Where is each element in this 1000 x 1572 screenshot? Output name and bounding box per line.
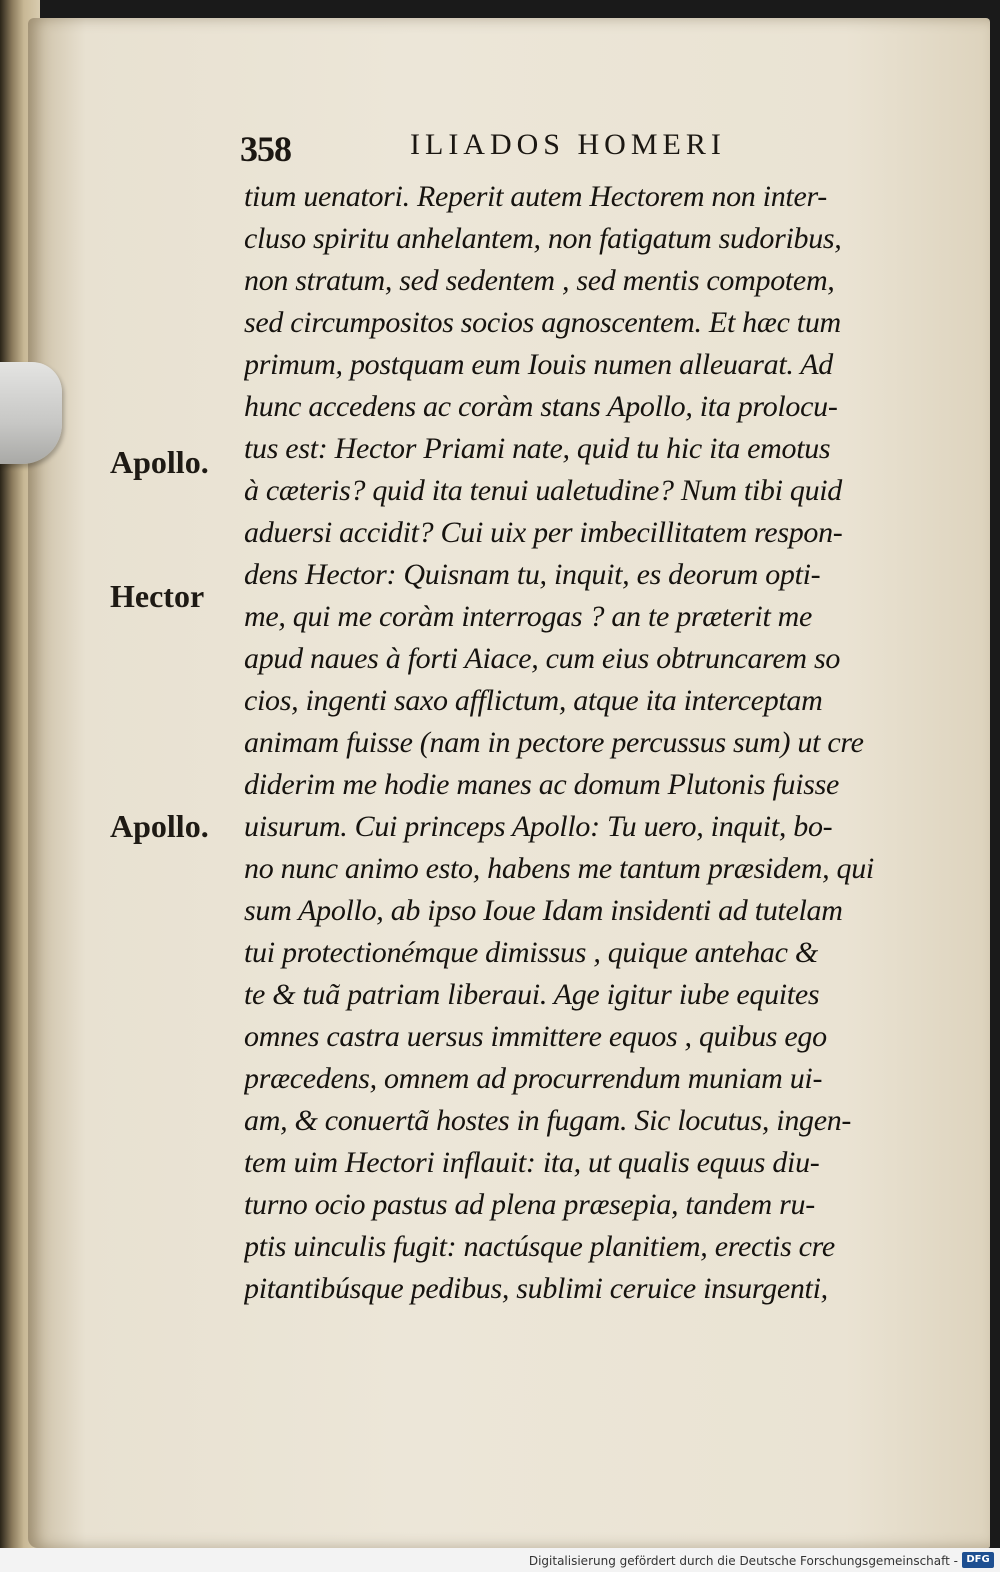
text-line: no nunc animo esto, habens me tantum præsidem, qui <box>244 852 874 885</box>
text-line: à cæteris? quid ita tenui ualetudine? Num tibi quid <box>244 474 843 507</box>
margin-note-hector: Hector <box>110 578 205 614</box>
footer-bar <box>0 1548 1000 1572</box>
text-line: animam fuisse (nam in pectore percussus sum) ut cre <box>244 726 864 759</box>
margin-note-apollo-1: Apollo. <box>110 444 209 480</box>
running-title: ILIADOS HOMERI <box>410 128 726 161</box>
text-line: te & tuã patriam liberaui. Age igitur iube equites <box>244 978 820 1011</box>
text-line: ptis uinculis fugit: nactúsque planitiem, erectis cre <box>244 1230 835 1263</box>
text-line: hunc accedens ac coràm stans Apollo, ita prolocu- <box>244 390 838 423</box>
digitization-credit: Digitalisierung gefördert durch die Deutsche Forschungsgemeinschaft - <box>528 1554 958 1568</box>
text-line: uisurum. Cui princeps Apollo: Tu uero, inquit, bo- <box>244 810 833 843</box>
text-line: dens Hector: Quisnam tu, inquit, es deorum opti- <box>244 558 821 591</box>
text-line: diderim me hodie manes ac domum Plutonis fuisse <box>244 768 839 801</box>
text-line: non stratum, sed sedentem , sed mentis compotem, <box>244 264 835 297</box>
text-line: præcedens, omnem ad procurrendum muniam ui- <box>244 1062 823 1095</box>
body-text <box>244 176 904 1310</box>
page-number: 358 <box>240 129 291 169</box>
text-line: me, qui me coràm interrogas ? an te præterit me <box>244 600 813 633</box>
page-header <box>240 128 800 168</box>
text-line: omnes castra uersus immittere equos , quibus ego <box>244 1020 827 1053</box>
text-line: tui protectionémque dimissus , quique antehac & <box>244 936 818 969</box>
dfg-logo: DFG <box>962 1552 994 1568</box>
text-line: tus est: Hector Priami nate, quid tu hic ita emotus <box>244 432 831 465</box>
text-line: turno ocio pastus ad plena præsepia, tandem ru- <box>244 1188 815 1221</box>
text-line: am, & conuertã hostes in fugam. Sic locutus, ingen- <box>244 1104 852 1137</box>
text-line: pitantibúsque pedibus, sublimi ceruice insurgenti, <box>244 1272 828 1305</box>
text-line: sum Apollo, ab ipso Ioue Idam insidenti ad tutelam <box>244 894 843 927</box>
text-line: apud naues à forti Aiace, cum eius obtruncarem so <box>244 642 841 675</box>
text-line: sed circumpositos socios agnoscentem. Et hæc tum <box>244 306 841 339</box>
bookmark-strip <box>0 362 62 464</box>
text-line: tem uim Hectori inflauit: ita, ut qualis equus diu- <box>244 1146 820 1179</box>
margin-note-apollo-2: Apollo. <box>110 808 209 844</box>
text-line: cluso spiritu anhelantem, non fatigatum sudoribus, <box>244 222 842 255</box>
text-line: tium uenatori. Reperit autem Hectorem non inter- <box>244 180 827 213</box>
text-line: aduersi accidit? Cui uix per imbecillitatem respon- <box>244 516 843 549</box>
text-line: cios, ingenti saxo afflictum, atque ita interceptam <box>244 684 823 717</box>
text-line: primum, postquam eum Iouis numen alleuarat. Ad <box>244 348 833 381</box>
